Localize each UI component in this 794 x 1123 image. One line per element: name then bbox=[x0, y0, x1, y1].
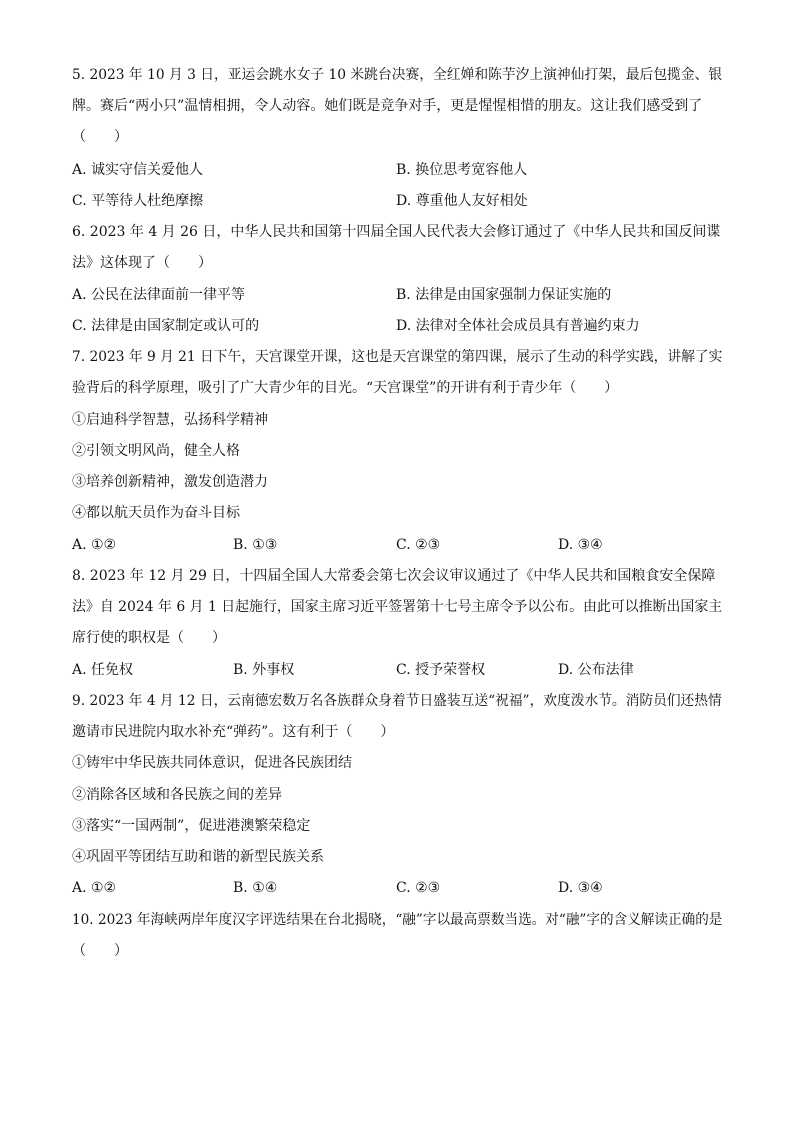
q5-option-c: C. 平等待人杜绝摩擦 bbox=[72, 193, 204, 209]
q6-line-1: 6. 2023 年 4 月 26 日，中华人民共和国第十四届全国人民代表大会修订通过了《中华人民共和国反间谍 bbox=[72, 224, 721, 240]
q7-choice-4: ④都以航天员作为奋斗目标 bbox=[72, 505, 240, 521]
q9-line-2: 邀请市民进院内取水补充“弹药”。这有利于（ ） bbox=[72, 724, 395, 740]
q9-option-d: D. ③④ bbox=[558, 880, 603, 896]
q8-option-b: B. 外事权 bbox=[233, 662, 295, 678]
q9-option-a: A. ①② bbox=[72, 880, 117, 896]
q9-option-c: C. ②③ bbox=[396, 880, 441, 896]
q7-option-a: A. ①② bbox=[72, 537, 117, 553]
q9-line-1: 9. 2023 年 4 月 12 日，云南德宏数万名各族群众身着节日盛装互送“祝福”，欢度泼水节。消防员们还热情 bbox=[72, 693, 722, 709]
q7-option-c: C. ②③ bbox=[396, 537, 441, 553]
q7-line-2: 验背后的科学原理，吸引了广大青少年的目光。“天宫课堂”的开讲有利于青少年（ ） bbox=[72, 380, 619, 396]
q5-option-d: D. 尊重他人友好相处 bbox=[396, 193, 528, 209]
q6-option-a: A. 公民在法律面前一律平等 bbox=[72, 287, 246, 303]
q5-line-1: 5. 2023 年 10 月 3 日，亚运会跳水女子 10 米跳台决赛，全红婵和陈芋汐上演神仙打架，最后包揽金、银 bbox=[72, 67, 723, 83]
q8-option-c: C. 授予荣誉权 bbox=[396, 662, 486, 678]
q6-option-d: D. 法律对全体社会成员具有普遍约束力 bbox=[396, 318, 640, 334]
q5-line-2: 牌。赛后“两小只”温情相拥，令人动容。她们既是竞争对手，更是惺惺相惜的朋友。这让我们感受到了 bbox=[72, 98, 703, 114]
q5-option-b: B. 换位思考宽容他人 bbox=[396, 162, 528, 178]
q7-line-1: 7. 2023 年 9 月 21 日下午，天宫课堂开课，这也是天宫课堂的第四课，展示了生动的科学实践，讲解了实 bbox=[72, 349, 723, 365]
q9-choice-4: ④巩固平等团结互助和谐的新型民族关系 bbox=[72, 849, 324, 865]
q7-option-d: D. ③④ bbox=[558, 537, 603, 553]
q7-choice-3: ③培养创新精神，激发创造潜力 bbox=[72, 474, 268, 490]
q8-line-3: 席行使的职权是（ ） bbox=[72, 630, 226, 646]
q8-line-1: 8. 2023 年 12 月 29 日，十四届全国人大常委会第七次会议审议通过了《中华人民共和国粮食安全保障 bbox=[72, 568, 716, 584]
q9-choice-1: ①铸牢中华民族共同体意识，促进各民族团结 bbox=[72, 755, 352, 771]
q6-option-c: C. 法律是由国家制定或认可的 bbox=[72, 318, 260, 334]
q10-line-1: 10. 2023 年海峡两岸年度汉字评选结果在台北揭晓，“融”字以最高票数当选。对“融”字的含义解读正确的是 bbox=[72, 912, 723, 928]
q9-choice-2: ②消除各区域和各民族之间的差异 bbox=[72, 787, 282, 803]
q9-option-b: B. ①④ bbox=[233, 880, 278, 896]
q8-option-a: A. 任免权 bbox=[72, 662, 134, 678]
q8-line-2: 法》自 2024 年 6 月 1 日起施行，国家主席习近平签署第十七号主席令予以公布。由此可以推断出国家主 bbox=[72, 599, 723, 615]
q10-line-2: （ ） bbox=[72, 943, 128, 959]
q6-line-2: 法》这体现了（ ） bbox=[72, 255, 212, 271]
q6-option-b: B. 法律是由国家强制力保证实施的 bbox=[396, 287, 612, 303]
q5-line-3: （ ） bbox=[72, 129, 128, 145]
q9-choice-3: ③落实“一国两制”，促进港澳繁荣稳定 bbox=[72, 818, 311, 834]
q7-option-b: B. ①③ bbox=[233, 537, 278, 553]
q8-option-d: D. 公布法律 bbox=[558, 662, 634, 678]
q7-choice-1: ①启迪科学智慧，弘扬科学精神 bbox=[72, 412, 268, 428]
q5-option-a: A. 诚实守信关爱他人 bbox=[72, 162, 204, 178]
q7-choice-2: ②引领文明风尚，健全人格 bbox=[72, 443, 240, 459]
